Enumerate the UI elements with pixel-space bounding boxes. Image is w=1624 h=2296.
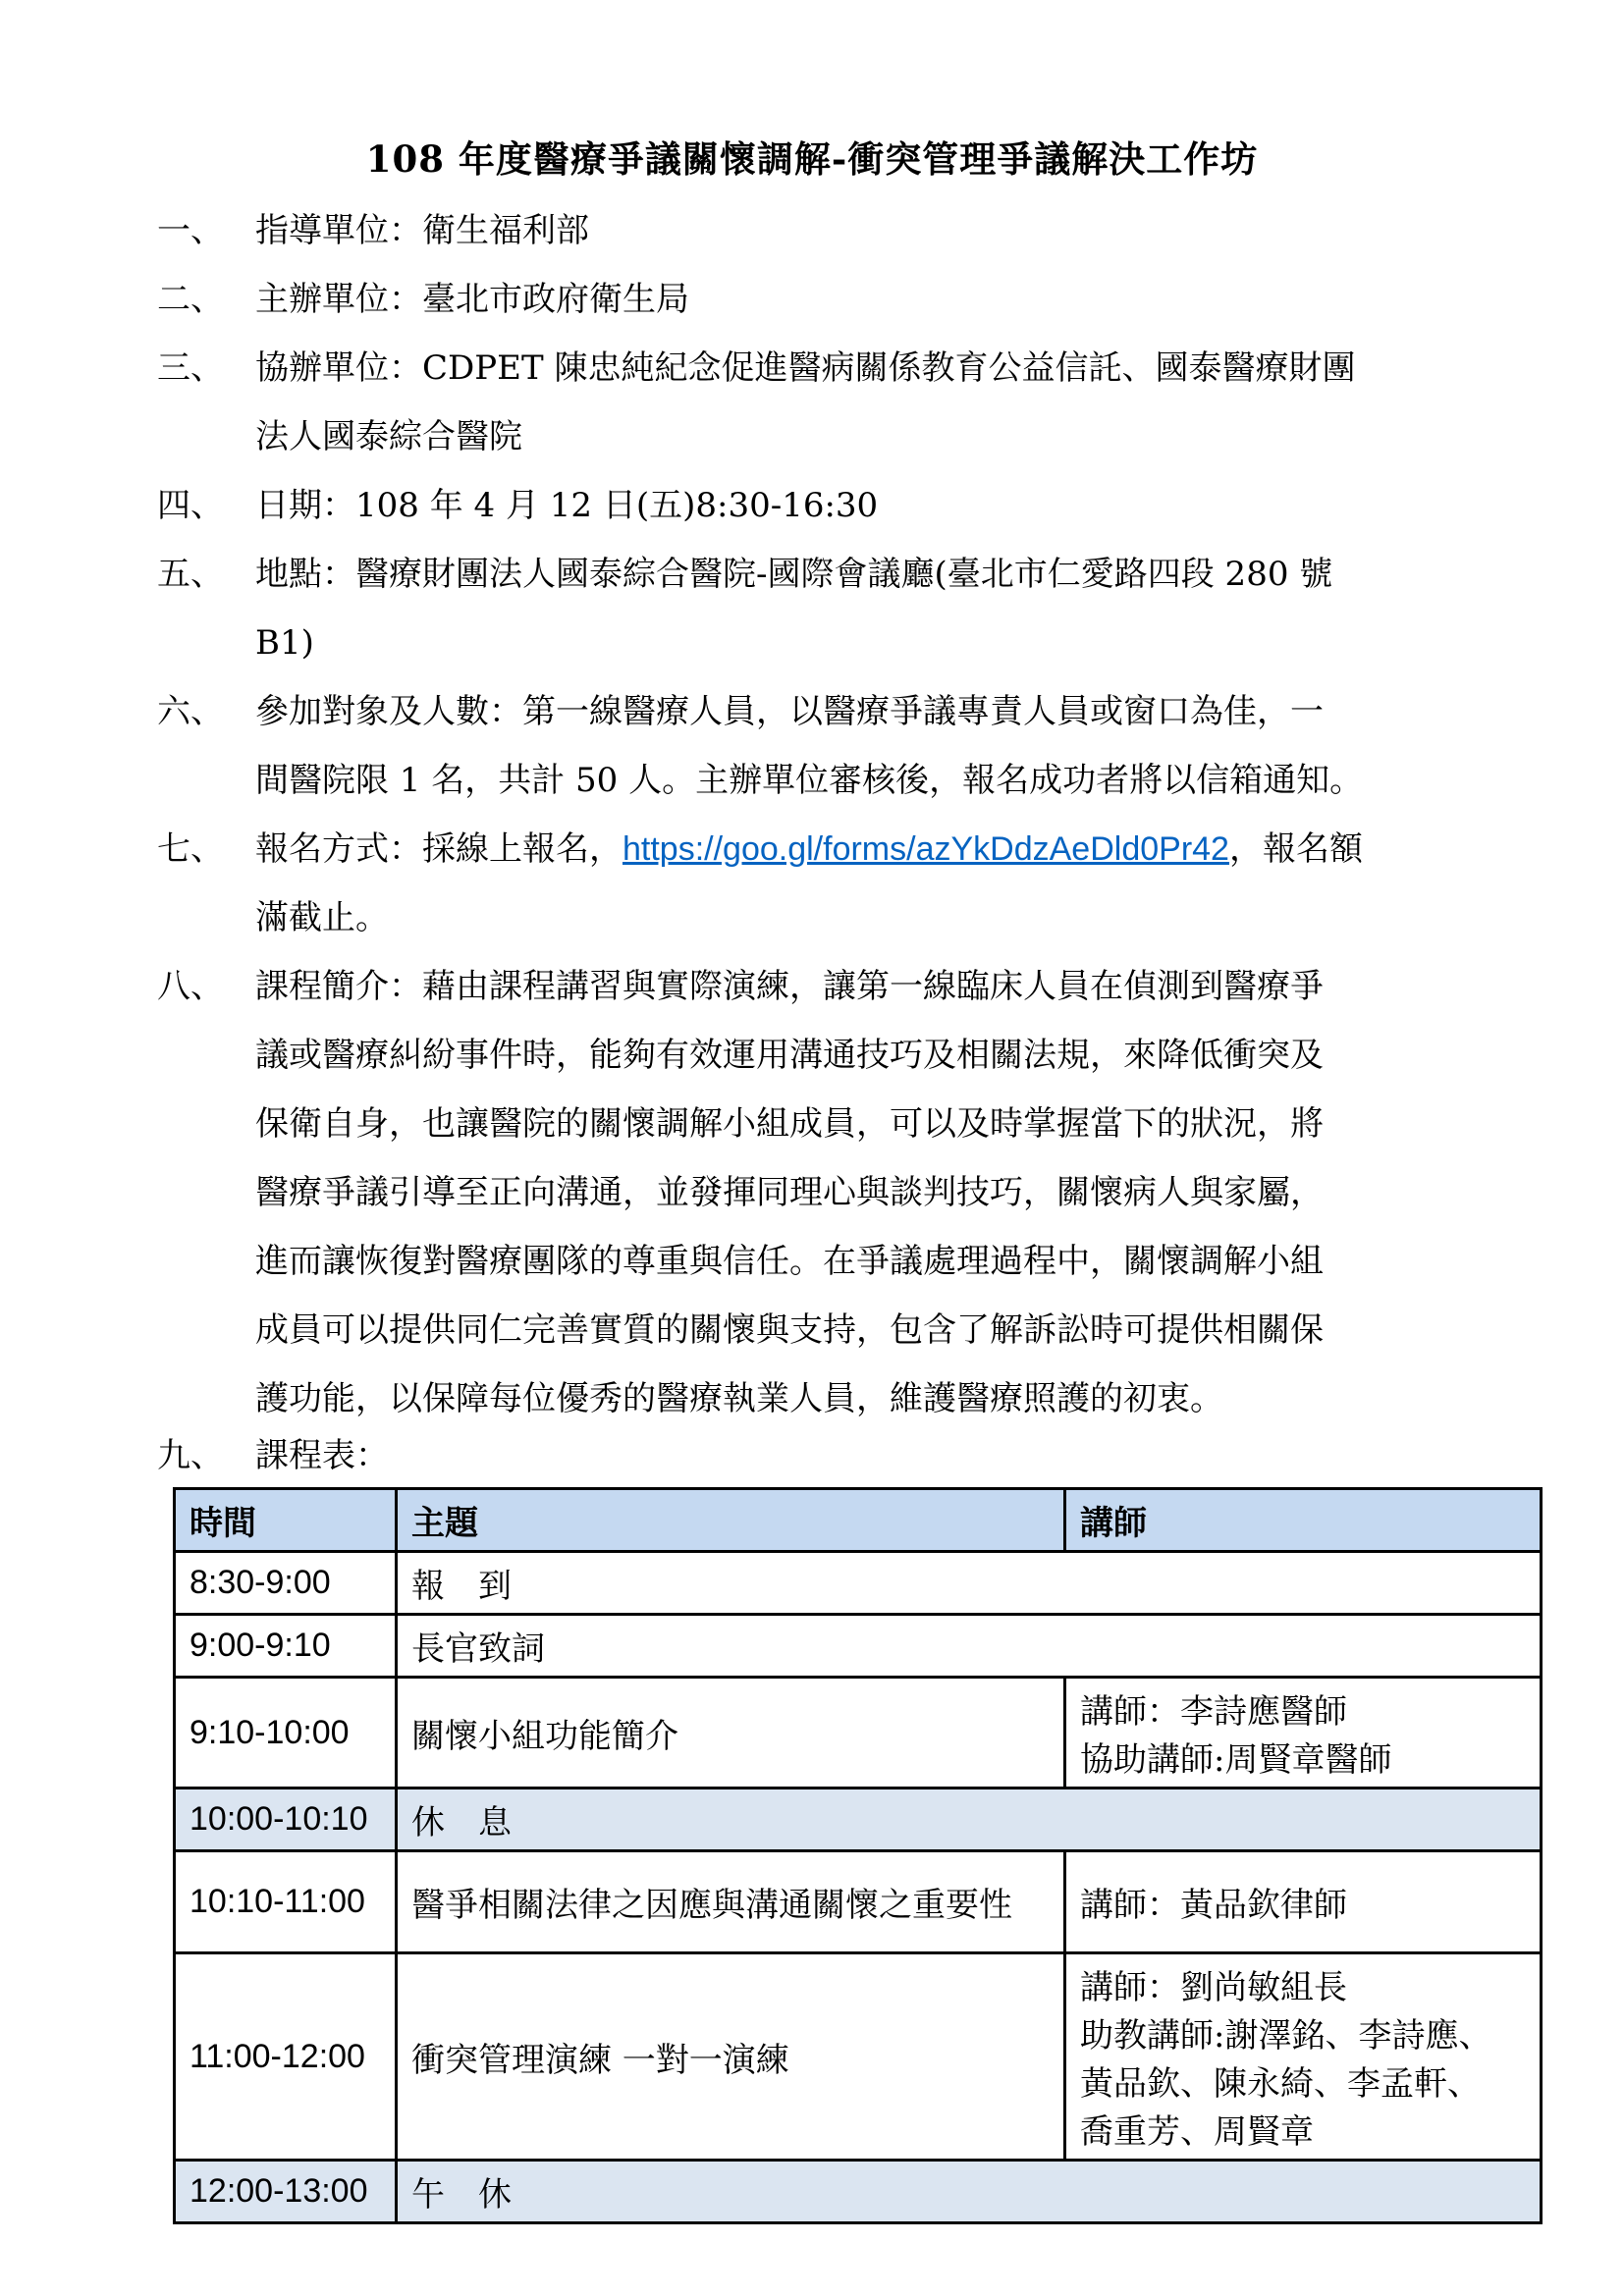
table-row [175,1953,1542,2161]
item-number: 五、 [157,555,224,594]
speaker-line: 講師：黃品欽律師 [1080,1886,1347,1925]
row-speaker [1065,1851,1542,1953]
item-text: 指導單位：衛生福利部 [255,211,589,250]
row-time: 12:00-13:00 [175,2161,397,2223]
speaker-line: 講師：劉尚敏組長 [1080,1968,1347,2007]
item-text: B1) [255,623,314,663]
speaker-line: 講師：李詩應醫師 [1080,1692,1347,1732]
speaker-line: 喬重芳、周賢章 [1080,2112,1314,2152]
item-number: 六、 [157,692,224,731]
item-number: 三、 [157,348,224,388]
item-text: 間醫院限 1 名，共計 50 人。主辦單位審核後，報名成功者將以信箱通知。 [255,761,1364,800]
item-number: 一、 [157,211,224,250]
table-row [175,1851,1542,1953]
registration-suffix: ，報名額 [1228,829,1363,869]
item-text: 成員可以提供同仁完善實質的關懷與支持，包含了解訴訟時可提供相關保 [255,1310,1324,1350]
schedule-table [173,1487,1543,2224]
row-topic: 報 到 [397,1552,1542,1615]
item-number: 八、 [157,967,224,1006]
row-speaker [1065,1953,1542,2161]
item-text: 參加對象及人數：第一線醫療人員，以醫療爭議專責人員或窗口為佳，一 [255,692,1324,731]
row-topic: 休 息 [397,1789,1542,1851]
table-row [175,2161,1542,2223]
table-row [175,1789,1542,1851]
table-row [175,1615,1542,1678]
table-header-row [175,1489,1542,1552]
registration-prefix: 報名方式：採線上報名， [255,829,623,869]
item-text: 協辦單位：CDPET 陳忠純紀念促進醫病關係教育公益信託、國泰醫療財團 [255,348,1356,388]
row-time: 11:00-12:00 [175,1953,397,2161]
item-number: 二、 [157,280,224,319]
registration-line [255,815,1591,883]
row-topic: 衝突管理演練 一對一演練 [397,1953,1065,2161]
item-number: 九、 [157,1436,224,1475]
item-text: 醫療爭議引導至正向溝通，並發揮同理心與談判技巧，關懷病人與家屬， [255,1173,1324,1212]
row-topic: 長官致詞 [397,1615,1542,1678]
row-topic: 關懷小組功能簡介 [397,1678,1065,1789]
page-title: 108 年度醫療爭議關懷調解-衝突管理爭議解決工作坊 [365,137,1259,181]
table-row [175,1552,1542,1615]
speaker-line: 協助講師:周賢章醫師 [1080,1740,1392,1780]
row-speaker [1065,1678,1542,1789]
item-text: 主辦單位：臺北市政府衛生局 [255,280,689,319]
item-text: 課程簡介：藉由課程講習與實際演練，讓第一線臨床人員在偵測到醫療爭 [255,967,1324,1006]
item-text: 滿截止。 [255,898,389,937]
header-topic: 主題 [397,1489,1065,1552]
row-time: 9:10-10:00 [175,1678,397,1789]
row-time: 10:10-11:00 [175,1851,397,1953]
row-time: 10:00-10:10 [175,1789,397,1851]
item-text: 日期：108 年 4 月 12 日(五)8:30-16:30 [255,486,879,525]
item-text: 護功能，以保障每位優秀的醫療執業人員，維護醫療照護的初衷。 [255,1379,1223,1418]
header-time: 時間 [175,1489,397,1552]
registration-link[interactable]: https://goo.gl/forms/azYkDdzAeDld0Pr42 [623,830,1229,868]
row-time: 9:00-9:10 [175,1615,397,1678]
speaker-line: 助教講師:謝澤銘、李詩應、 [1080,2016,1492,2056]
row-time: 8:30-9:00 [175,1552,397,1615]
row-topic: 醫爭相關法律之因應與溝通關懷之重要性 [397,1851,1065,1953]
speaker-line: 黃品欽、陳永綺、李孟軒、 [1080,2064,1481,2104]
item-text: 進而讓恢復對醫療團隊的尊重與信任。在爭議處理過程中，關懷調解小組 [255,1242,1324,1281]
item-text: 課程表： [255,1436,389,1475]
item-number: 七、 [157,829,224,869]
row-topic: 午 休 [397,2161,1542,2223]
item-text: 保衛自身，也讓醫院的關懷調解小組成員，可以及時掌握當下的狀況，將 [255,1104,1324,1144]
table-row [175,1678,1542,1789]
item-text: 地點：醫療財團法人國泰綜合醫院-國際會議廳(臺北市仁愛路四段 280 號 [255,555,1333,594]
item-text: 法人國泰綜合醫院 [255,417,522,456]
item-number: 四、 [157,486,224,525]
header-speaker: 講師 [1065,1489,1542,1552]
item-text: 議或醫療糾紛事件時，能夠有效運用溝通技巧及相關法規，來降低衝突及 [255,1036,1324,1075]
